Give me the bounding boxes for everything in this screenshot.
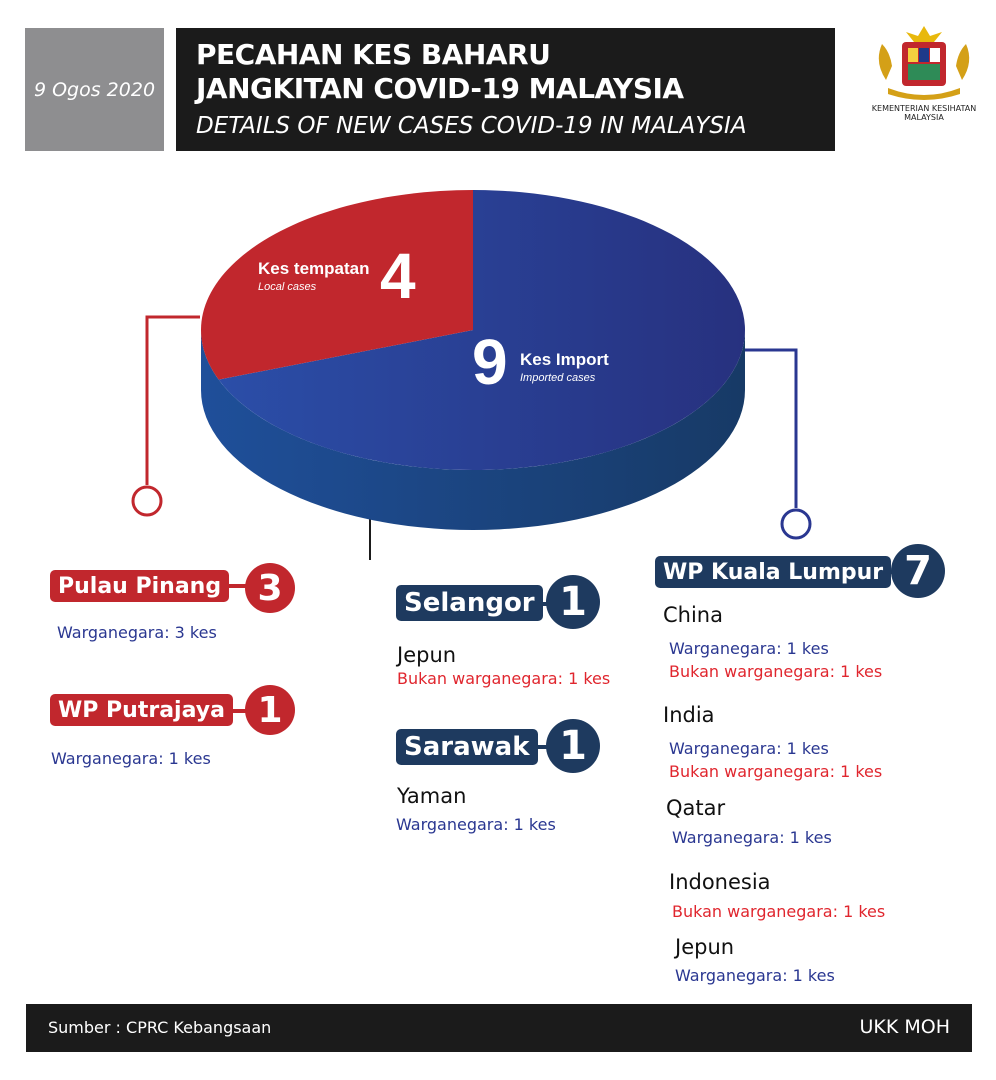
putrajaya-count [245,685,295,735]
kl-country-indonesia: Indonesia [669,870,771,894]
india-citizen: Warganegara: 1 kes [669,739,829,758]
pulau-pinang-detail: Warganegara: 3 kes [57,623,217,642]
local-connector-line [147,317,200,485]
source-text: Sumber : CPRC Kebangsaan [48,1018,272,1037]
kl-country-qatar: Qatar [666,796,726,820]
china-noncitizen: Bukan warganegara: 1 kes [669,662,883,681]
local-label: Kes tempatan [258,259,370,278]
ministry-logo [868,22,980,122]
kl-country-jepun: Jepun [675,935,735,959]
title-line-1: PECAHAN KES BAHARU [196,38,551,71]
selangor-count [546,575,600,629]
indonesia-noncitizen: Bukan warganegara: 1 kes [672,902,886,921]
import-sublabel: Imported cases [520,372,596,384]
region-name: WP Putrajaya [58,697,225,723]
import-label: Kes Import [520,350,609,369]
jepun-citizen: Warganegara: 1 kes [675,966,835,985]
qatar-citizen: Warganegara: 1 kes [672,828,832,847]
selangor-detail: Bukan warganegara: 1 kes [397,669,611,688]
region-name: Sarawak [404,732,530,762]
kl-country-india: India [663,703,715,727]
sarawak-detail: Warganegara: 1 kes [396,815,556,834]
selangor-country: Jepun [397,643,457,667]
sarawak-count [546,719,600,773]
credit-text: UKK MOH [859,1016,950,1038]
count-value: 1 [559,579,587,625]
count-value: 3 [257,567,283,609]
sarawak-country: Yaman [397,784,467,808]
region-name: Pulau Pinang [58,573,222,599]
count-value: 1 [257,689,283,731]
count-value: 1 [559,723,587,769]
footer-bar [26,1004,972,1052]
date-label: 9 Ogos 2020 [33,78,156,101]
region-name: WP Kuala Lumpur [663,559,884,585]
local-value: 4 [380,240,416,312]
import-connector-line [744,350,796,508]
coat-of-arms-icon [868,22,980,102]
pie-chart [0,160,996,560]
pulau-pinang-count [245,563,295,613]
date-box [25,28,164,151]
putrajaya-detail: Warganegara: 1 kes [51,749,211,768]
kl-count [891,544,945,598]
china-citizen: Warganegara: 1 kes [669,639,829,658]
region-name: Selangor [404,588,535,618]
import-value: 9 [472,326,508,398]
region-selangor [396,585,543,621]
region-wp-kuala-lumpur [655,556,891,588]
india-noncitizen: Bukan warganegara: 1 kes [669,762,883,781]
title-box [176,28,835,151]
count-value: 7 [904,548,932,594]
kl-country-china: China [663,603,723,627]
local-sublabel: Local cases [258,281,317,293]
region-sarawak [396,729,538,765]
import-connector-dot [782,510,810,538]
region-pulau-pinang [50,570,229,602]
ministry-name: KEMENTERIAN KESIHATAN MALAYSIA [871,104,977,122]
region-wp-putrajaya [50,694,233,726]
title-line-2: JANGKITAN COVID-19 MALAYSIA [196,72,684,105]
local-connector-dot [133,487,161,515]
subtitle: DETAILS OF NEW CASES COVID-19 IN MALAYSIA [196,113,747,139]
